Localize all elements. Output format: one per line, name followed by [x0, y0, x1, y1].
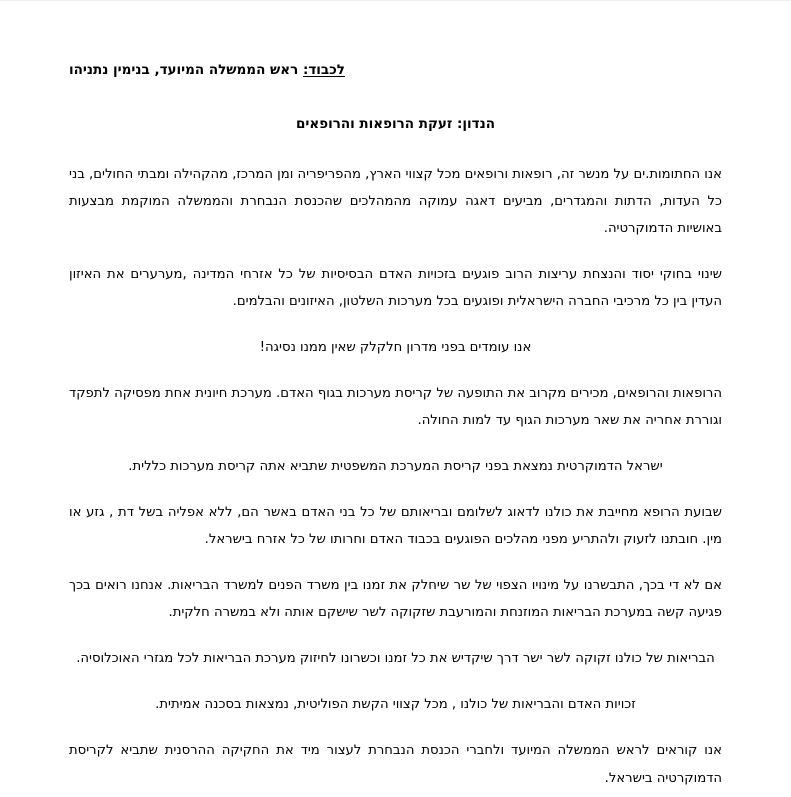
document-body	[69, 1, 722, 797]
paragraph: שבועת הרופא מחייבת את כולנו לדאוג לשלומם ובריאותם של כל בני האדם באשר הם, ללא אפליה בשל דת , גזע או מין. חובתנו לזעוק ולהתריע מפני מהלכים הפוגעים בכבוד האדם וחרותו של כל אזרח בישראל.	[69, 505, 722, 548]
paragraph: אנו עומדים בפני מדרון חלקלק שאין ממנו נסיגה!	[259, 339, 532, 355]
paragraph: אנו קוראים לראש הממשלה המיועד ולחברי הכנסת הנבחרת לעצור מיד את החקיקה ההרסנית שתביא לקריסת הדמוקרטיה בישראל.	[69, 743, 722, 786]
paragraph: זכויות האדם והבריאות של כולנו , מכל קצווי הקשת הפוליטית, נמצאות בסכנה אמיתית.	[155, 697, 636, 713]
subject-line: הנדון: זעקת הרופאות והרופאים	[295, 116, 495, 133]
paragraph: ישראל הדמוקרטית נמצאת בפני קריסת המערכת המשפטית שתביא אתה קריסת מערכות כללית.	[128, 459, 663, 474]
paragraph: שינוי בחוקי יסוד והנצחת עריצות הרוב פוגעים בזכויות האדם הבסיסיות של כל אזרחי המדינה ,מערערים את האיזון העדין בין כל מרכיבי החברה הישראלית ופוגעים בכל מערכות השלטון, האיזונים והבלמים.	[69, 266, 722, 309]
addressee-recipient: ראש הממשלה המיועד, בנימין נתניהו	[69, 62, 299, 78]
paragraph: אם לא די בכך, התבשרנו על מינויו הצפוי של שר שיחלק את זמנו בין משרד הפנים למשרד הבריאות. אנחנו רואים בכך פגיעה קשה במערכת הבריאות המוזנחת והמורעבת שזקוקה לשר שישקם אותה ולא במשרה חלקית.	[69, 578, 722, 621]
addressee-label: לכבוד:	[302, 62, 345, 78]
paragraph: הרופאות והרופאים, מכירים מקרוב את התופעה של קריסת מערכות בגוף האדם. מערכת חיונית אחת מפסיקה לתפקד וגוררת אחריה את שאר מערכות הגוף עד למות החולה.	[69, 385, 722, 428]
paragraph-list	[69, 135, 722, 792]
paragraph: הבריאות של כולנו זקוקה לשר ישר דרך שיקדיש את כל זמנו וכשרונו לחיזוק מערכת הבריאות לכל מגזרי האוכלוסיה.	[76, 651, 715, 667]
addressee-line	[69, 1, 722, 80]
paragraph: אנו החתומות.ים על מנשר זה, רופאות ורופאים מכל קצווי הארץ, מהפריפריה ומן המרכז, מהקהילה ומבתי החולים, בני כל העדות, הדתות והמגדרים, מביעים דאגה עמוקה מהמהלכים שהכנסת הנבחרת והממשלה המוקמת מבצעות באושיות הדמוקרטיה.	[69, 166, 722, 236]
